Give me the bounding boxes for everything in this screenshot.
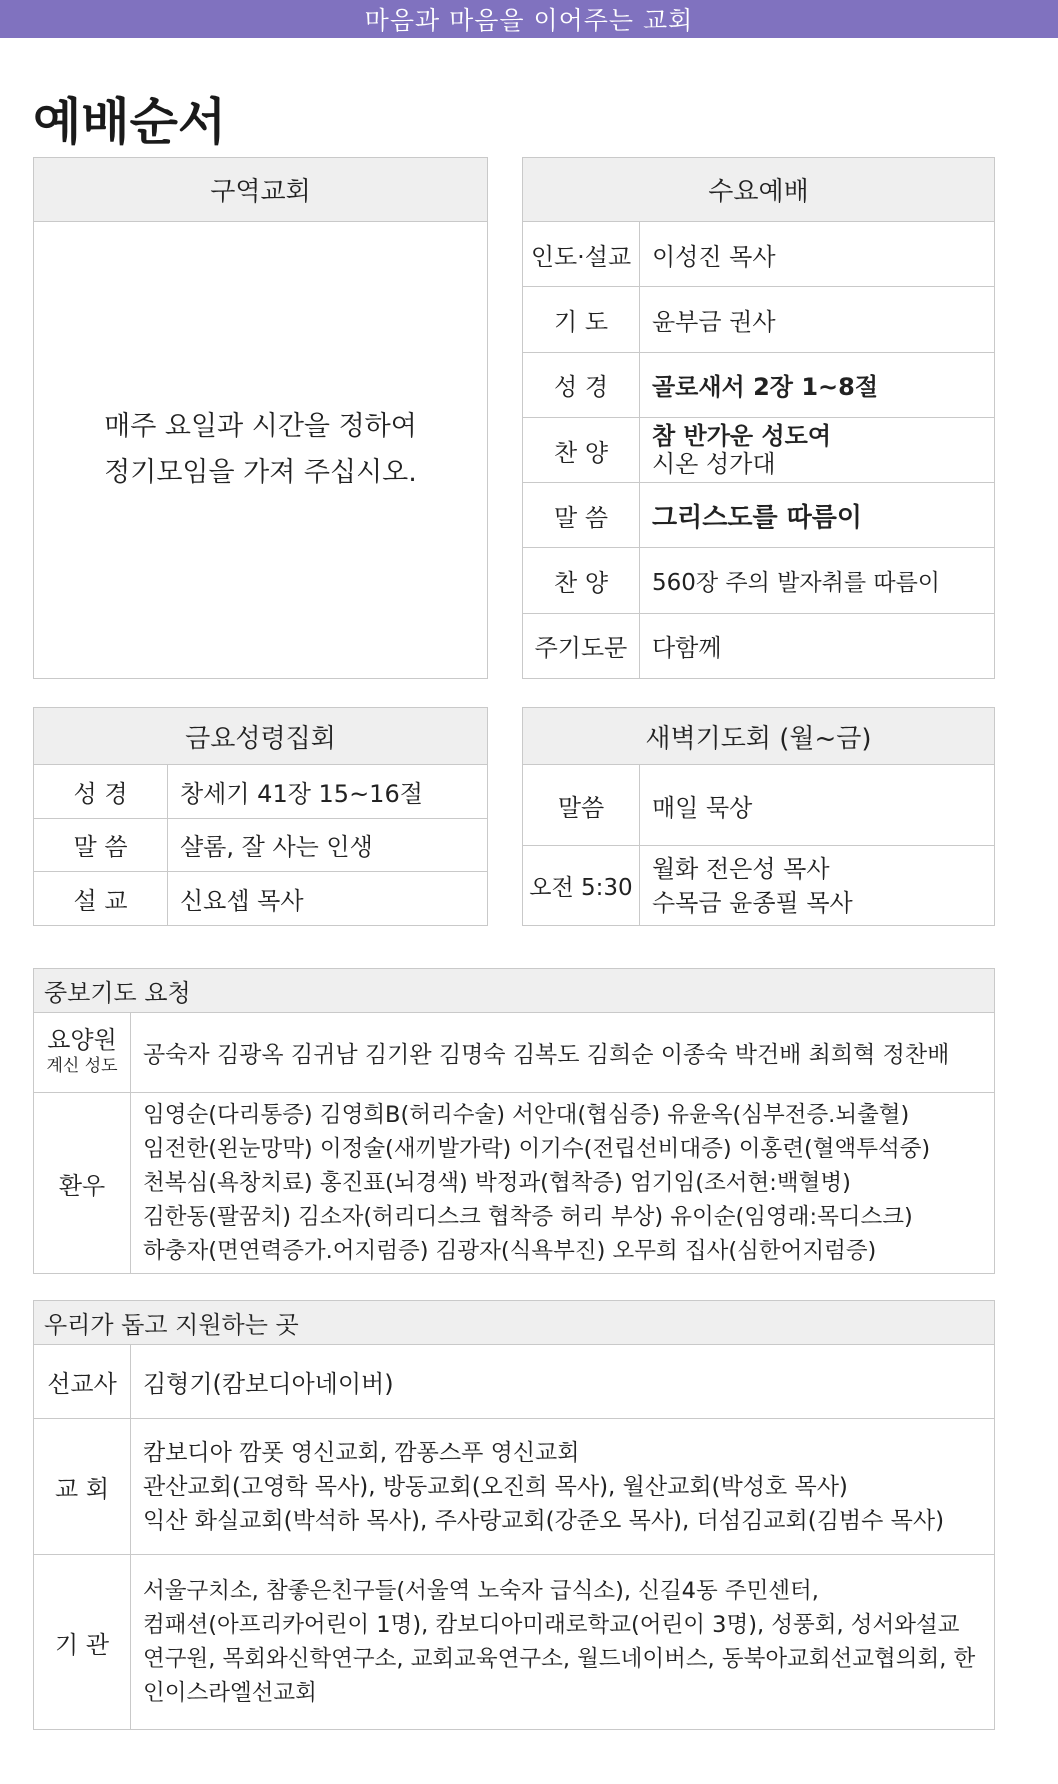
patient-line: 김한동(팔꿈치) 김소자(허리디스크 협착증 허리 부상) 유이순(임영래:목디스크) [143, 1204, 913, 1230]
hymn-title: 참 반가운 성도여 [652, 422, 831, 451]
prayer-header: 중보기도 요청 [34, 969, 995, 1013]
patients-label: 환우 [34, 1093, 131, 1274]
row-value [640, 417, 995, 482]
dawn-prayer-table [522, 707, 995, 926]
nursing-label-cell [34, 1013, 131, 1093]
org-line: 컴패션(아프리카어린이 1명), 캄보디아미래로학교(어린이 3명), 성풍회, 성서와설교 [143, 1612, 960, 1638]
row-label: 말씀 [523, 765, 640, 846]
missionary-label: 선교사 [34, 1345, 131, 1419]
wednesday-service-table [522, 157, 995, 679]
row-label: 기 도 [523, 287, 640, 352]
nursing-sublabel: 계신 성도 [46, 1055, 118, 1076]
support-table [33, 1300, 995, 1730]
row-value: 다함께 [640, 613, 995, 678]
district-church-table [33, 157, 488, 679]
row-value: 윤부금 권사 [640, 287, 995, 352]
row-label: 말 씀 [523, 483, 640, 548]
district-header: 구역교회 [34, 158, 488, 222]
church-line: 관산교회(고영학 목사), 방동교회(오진희 목사), 월산교회(박성호 목사) [143, 1473, 848, 1500]
dawn-leader-1: 월화 전은성 목사 [652, 854, 830, 883]
nursing-label: 요양원 [47, 1025, 117, 1054]
row-label: 말 씀 [34, 818, 168, 872]
row-label: 찬 양 [523, 417, 640, 482]
patient-line: 임영순(다리통증) 김영희B(허리수술) 서안대(협심증) 유윤옥(심부전증.뇌출혈) [143, 1102, 910, 1128]
org-line: 연구원, 목회와신학연구소, 교회교육연구소, 월드네이버스, 동북아교회선교협의회, 한 [143, 1646, 976, 1672]
patient-line: 임전한(왼눈망막) 이정술(새끼발가락) 이기수(전립선비대증) 이홍련(혈액투석중) [143, 1136, 931, 1162]
row-label: 성 경 [523, 352, 640, 417]
row-value: 창세기 41장 15~16절 [168, 765, 488, 819]
header-banner: 마음과 마음을 이어주는 교회 [0, 0, 1058, 38]
missionary-value: 김형기(캄보디아네이버) [131, 1345, 995, 1419]
row-value: 골로새서 2장 1~8절 [640, 352, 995, 417]
district-line1: 매주 요일과 시간을 정하여 [104, 411, 417, 442]
row-value: 신요셉 목사 [168, 872, 488, 926]
church-list [131, 1419, 995, 1555]
patients-list [131, 1093, 995, 1274]
row-label: 인도·설교 [523, 222, 640, 287]
org-line: 서울구치소, 참좋은친구들(서울역 노숙자 급식소), 신길4동 주민센터, [143, 1578, 819, 1604]
page-title: 예배순서 [33, 93, 227, 151]
dawn-leader-2: 수목금 윤종필 목사 [652, 888, 853, 917]
dawn-header: 새벽기도회 (월~금) [523, 708, 995, 765]
row-value [640, 846, 995, 926]
row-label: 성 경 [34, 765, 168, 819]
row-value: 560장 주의 발자취를 따름이 [640, 548, 995, 613]
choir-name: 시온 성가대 [652, 450, 776, 479]
friday-header: 금요성령집회 [34, 708, 488, 765]
prayer-request-table [33, 968, 995, 1274]
nursing-names: 공숙자 김광옥 김귀남 김기완 김명숙 김복도 김희순 이종숙 박건배 최희혁 정찬배 [131, 1013, 995, 1093]
district-message [34, 222, 488, 679]
support-header: 우리가 돕고 지원하는 곳 [34, 1301, 995, 1345]
row-value: 이성진 목사 [640, 222, 995, 287]
church-line: 캄보디아 깜폿 영신교회, 깜퐁스푸 영신교회 [143, 1439, 580, 1466]
church-line: 익산 화실교회(박석하 목사), 주사랑교회(강준오 목사), 더섬김교회(김범수 목사) [143, 1507, 945, 1534]
row-label: 설 교 [34, 872, 168, 926]
church-label: 교 회 [34, 1419, 131, 1555]
wednesday-header: 수요예배 [523, 158, 995, 222]
patient-line: 하충자(면연력증가.어지럼증) 김광자(식욕부진) 오무희 집사(심한어지럼증) [143, 1238, 877, 1264]
patient-line: 천복심(욕창치료) 홍진표(뇌경색) 박정과(협착증) 엄기임(조서현:백혈병) [143, 1170, 851, 1196]
district-line2: 정기모임을 가져 주십시오. [104, 457, 417, 488]
row-label: 오전 5:30 [523, 846, 640, 926]
org-line: 인이스라엘선교회 [143, 1680, 317, 1706]
row-value: 매일 묵상 [640, 765, 995, 846]
row-value: 그리스도를 따름이 [640, 483, 995, 548]
org-list [131, 1555, 995, 1730]
org-label: 기 관 [34, 1555, 131, 1730]
row-label: 찬 양 [523, 548, 640, 613]
row-label: 주기도문 [523, 613, 640, 678]
friday-service-table [33, 707, 488, 926]
row-value: 샬롬, 잘 사는 인생 [168, 818, 488, 872]
